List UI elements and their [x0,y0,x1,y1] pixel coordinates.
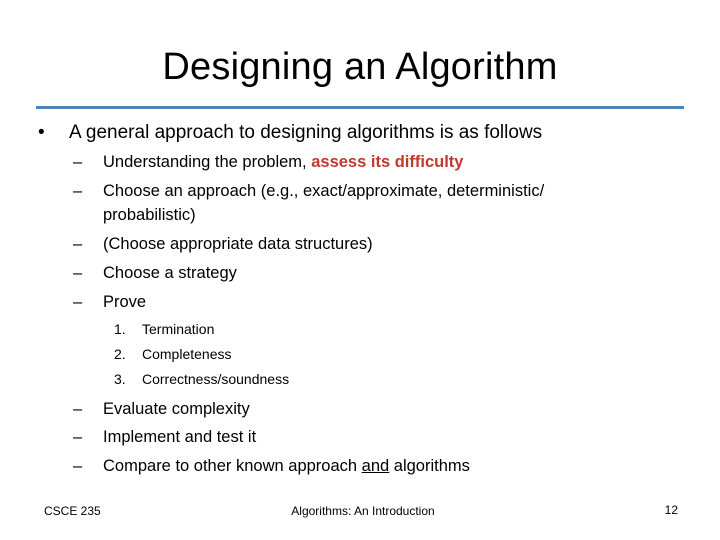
step-number: 1. [114,321,126,337]
slide-title: Designing an Algorithm [162,46,558,88]
footer-slide-title: Algorithms: An Introduction [291,504,435,518]
step-text: Completeness [142,346,232,362]
main-bullet [38,119,542,147]
step-number: 2. [114,346,126,362]
sub-item-text-line2: probabilistic) [103,206,196,224]
footer-course-code: CSCE 235 [44,504,101,518]
footer-page-number: 12 [664,503,678,517]
bullet-marker: • [38,122,45,143]
compare-text-before: Compare to other known approach [103,457,362,475]
sub-item-plain-text: Understanding the problem, [103,153,312,171]
sub-item-text: Prove [103,293,147,311]
dash-marker: – [73,400,83,418]
compare-text-after: algorithms [389,457,470,475]
sub-item-text: Implement and test it [103,428,257,446]
sub-item-text: (Choose appropriate data structures) [103,235,373,253]
dash-marker: – [73,293,83,311]
sub-item-text [103,452,470,480]
sub-item-text-line1: Choose an approach (e.g., exact/approximate, deterministic/ [103,182,545,200]
step-text: Correctness/soundness [142,371,290,387]
sub-item-text [103,148,463,176]
sub-item-text: Evaluate complexity [103,400,250,418]
dash-marker: – [73,428,83,446]
dash-marker: – [73,264,83,282]
dash-marker: – [73,235,83,253]
dash-marker: – [73,153,83,171]
dash-marker: – [73,182,83,200]
sub-item-text: Choose a strategy [103,264,237,282]
step-text: Termination [142,321,215,337]
step-number: 3. [114,371,126,387]
main-bullet-text: A general approach to designing algorithms is as follows [69,122,543,143]
highlighted-text: assess its difficulty [311,153,464,171]
dash-marker: – [73,457,83,475]
underlined-word: and [361,457,390,475]
